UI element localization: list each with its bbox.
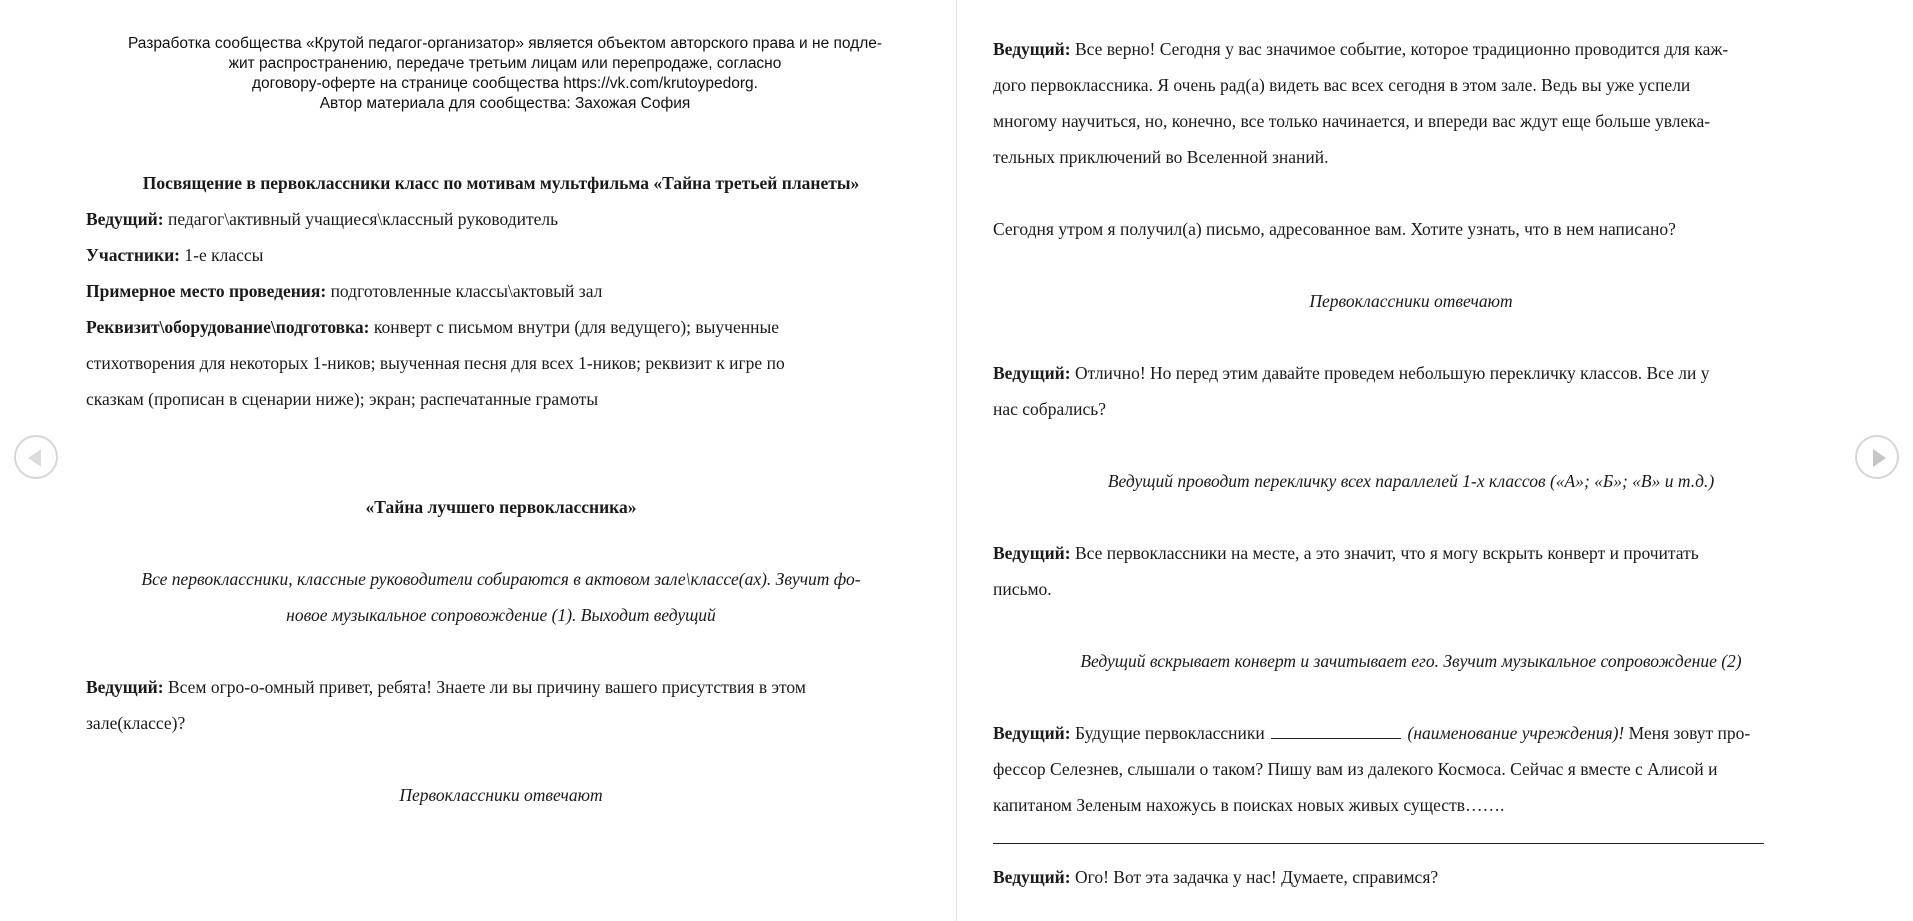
info-props	[86, 309, 916, 417]
speech-text: дого первоклассника. Я очень рад(а) видеть вас всех сегодня в этом зале. Ведь вы уже успели	[993, 75, 1691, 95]
info-props-value: конверт с письмом внутри (для ведущего); выученные	[369, 317, 779, 337]
info-participants	[86, 237, 916, 273]
speaker-label: Ведущий:	[993, 39, 1071, 59]
stage-direction: Ведущий вскрывает конверт и зачитывает его. Звучит музыкальное сопровождение (2)	[1080, 651, 1742, 671]
speech-text: капитаном Зеленым нахожусь в поисках новых живых существ…….	[993, 795, 1505, 815]
speech-block	[86, 669, 916, 741]
info-props-value: сказкам (прописан в сценарии ниже); экран; распечатанные грамоты	[86, 389, 599, 409]
stage-direction: Первоклассники отвечают	[399, 785, 603, 805]
stage-direction	[86, 561, 916, 633]
stage-direction: Первоклассники отвечают	[1309, 291, 1513, 311]
chevron-left-icon	[28, 449, 41, 467]
copyright-author: Автор материала для сообщества: Захожая София	[319, 95, 691, 112]
speech-text: Все первоклассники на месте, а это значит, что я могу вскрыть конверт и прочитать	[1070, 543, 1699, 563]
speaker-label: Ведущий:	[86, 677, 164, 697]
copyright-line: Разработка сообщества «Крутой педагог-организатор» является объектом авторского права и не подле-	[127, 35, 883, 52]
info-host-label: Ведущий:	[86, 209, 164, 229]
speech-block	[993, 355, 1829, 427]
copyright-line: жит распространению, передаче третьим лицам или перепродаже, согласно	[228, 55, 782, 72]
previous-page-button[interactable]	[14, 435, 58, 479]
fill-in-blank	[1271, 737, 1401, 739]
info-place-value: подготовленные классы\актовый зал	[326, 281, 603, 301]
info-props-value: стихотворения для некоторых 1-ников; выученная песня для всех 1-ников; реквизит к игре по	[86, 353, 785, 373]
info-place-label: Примерное место проведения:	[86, 281, 327, 301]
speech-block	[993, 535, 1829, 607]
speech-text: Будущие первоклассники	[1070, 723, 1270, 743]
speech-text: Ого! Вот эта задачка у нас! Думаете, справимся?	[1070, 867, 1439, 887]
copyright-line: договору-оферте на странице сообщества https://vk.com/krutoypedorg.	[252, 75, 758, 92]
speaker-label: Ведущий:	[993, 723, 1071, 743]
speech-text: Сегодня утром я получил(а) письмо, адресованное вам. Хотите узнать, что в нем написано?	[993, 219, 1676, 239]
left-page	[0, 0, 955, 921]
info-host-value: педагог\активный учащиеся\классный руководитель	[163, 209, 559, 229]
stage-direction: Ведущий проводит перекличку всех параллелей 1-х классов («А»; «Б»; «В» и т.д.)	[1107, 471, 1715, 491]
speech-text: Отлично! Но перед этим давайте проведем небольшую перекличку классов. Все ли у	[1070, 363, 1710, 383]
speech-text: Всем огро-о-омный привет, ребята! Знаете ли вы причину вашего присутствия в этом	[163, 677, 806, 697]
speaker-label: Ведущий:	[993, 543, 1071, 563]
chevron-right-icon	[1873, 449, 1886, 467]
speech-text: Меня зовут про-	[1624, 723, 1751, 743]
info-host	[86, 201, 916, 237]
next-page-button[interactable]	[1855, 435, 1899, 479]
speech-text: письмо.	[993, 579, 1052, 599]
section-subtitle: «Тайна лучшего первоклассника»	[365, 497, 637, 517]
speech-block	[993, 859, 1829, 895]
document-title: Посвящение в первоклассники класс по мотивам мультфильма «Тайна третьей планеты»	[142, 173, 860, 193]
speech-block	[993, 715, 1829, 823]
stage-direction-line: Все первоклассники, классные руководители собираются в актовом зале\классе(ах). Звучит фо-	[141, 569, 861, 589]
speech-placeholder: (наименование учреждения)!	[1407, 723, 1625, 743]
speech-text: Все верно! Сегодня у вас значимое событие, которое традиционно проводится для каж-	[1070, 39, 1729, 59]
info-participants-value: 1-е классы	[180, 245, 264, 265]
speaker-label: Ведущий:	[993, 363, 1071, 383]
speech-text: тельных приключений во Вселенной знаний.	[993, 147, 1329, 167]
copyright-notice	[80, 34, 930, 114]
stage-direction-line: новое музыкальное сопровождение (1). Выходит ведущий	[286, 605, 716, 625]
info-props-label: Реквизит\оборудование\подготовка:	[86, 317, 370, 337]
speech-text: многому научиться, но, конечно, все только начинается, и впереди вас ждут еще больше увлека-	[993, 111, 1711, 131]
horizontal-rule	[993, 843, 1764, 844]
speech-text: фессор Селезнев, слышали о таком? Пишу вам из далекого Космоса. Сейчас я вместе с Алисой и	[993, 759, 1718, 779]
info-place	[86, 273, 916, 309]
speech-text: нас собрались?	[993, 399, 1106, 419]
speech-text: зале(классе)?	[86, 713, 186, 733]
speech-block	[993, 31, 1829, 175]
info-participants-label: Участники:	[86, 245, 180, 265]
speaker-label: Ведущий:	[993, 867, 1071, 887]
